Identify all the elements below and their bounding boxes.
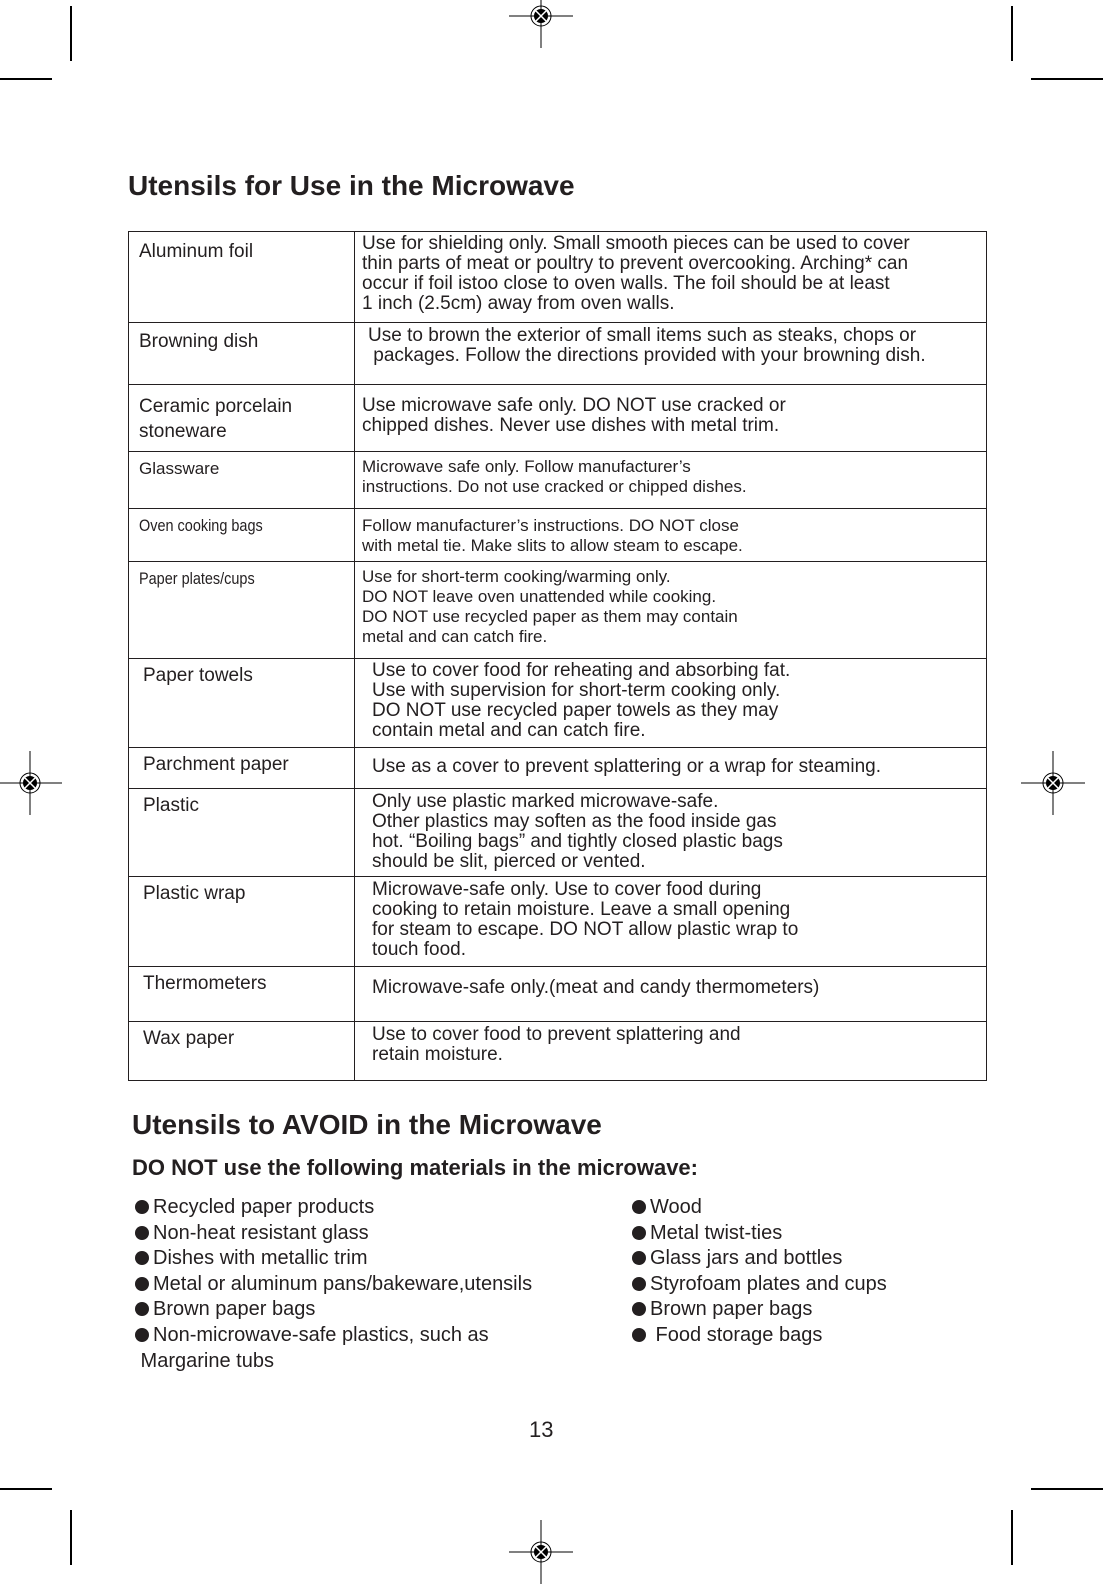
page-number: 13 [529, 1417, 554, 1442]
description-line: packages. Follow the directions provided with your browning dish. [368, 345, 926, 366]
utensil-name [139, 332, 258, 352]
utensil-name-line: Plastic wrap [143, 883, 246, 904]
avoid-list-item [135, 1246, 367, 1272]
description-line: hot. “Boiling bags” and tightly closed plastic bags [372, 831, 783, 852]
avoid-list-item [135, 1221, 369, 1247]
utensil-description [372, 792, 783, 872]
utensil-name [143, 666, 253, 686]
utensil-description [372, 1025, 741, 1065]
description-line: Follow manufacturer’s instructions. DO NOT close [362, 516, 739, 535]
description-line: Use for shielding only. Small smooth pieces can be used to cover [362, 233, 910, 254]
utensil-name [139, 516, 263, 536]
utensil-name-line: Thermometers [143, 973, 267, 994]
utensil-name-line: Wax paper [143, 1028, 235, 1049]
utensil-description [372, 661, 790, 741]
utensil-name [139, 569, 255, 589]
description-line: 1 inch (2.5cm) away from oven walls. [362, 293, 675, 314]
bullet-icon [632, 1226, 646, 1240]
avoid-list-item [632, 1195, 702, 1221]
description-line: touch food. [372, 939, 467, 960]
bullet-icon [632, 1328, 646, 1342]
utensil-name-line: Paper plates/cups [139, 569, 255, 588]
avoid-list-item [632, 1221, 782, 1247]
avoid-list-item [632, 1272, 887, 1298]
description-line: Microwave safe only. Follow manufacturer’s [362, 457, 691, 476]
description-line: instructions. Do not use cracked or chipped dishes. [362, 477, 747, 496]
table-row [129, 747, 986, 789]
description-line: DO NOT use recycled paper as them may contain [362, 607, 738, 626]
avoid-title: Utensils to AVOID in the Microwave [132, 1109, 602, 1140]
bullet-icon [135, 1277, 149, 1291]
description-line: Use to brown the exterior of small items such as steaks, chops or [368, 325, 917, 346]
registration-mark-icon [509, 1520, 573, 1584]
utensil-description [372, 880, 798, 960]
crop-mark [70, 6, 72, 61]
avoid-list-item [632, 1297, 812, 1323]
utensil-name [143, 884, 245, 904]
description-line: occur if foil istoo close to oven walls. The foil should be at least [362, 273, 890, 294]
avoid-item-text: Non-heat resistant glass [153, 1221, 369, 1244]
utensil-name-line: Plastic [143, 795, 199, 816]
utensil-name [143, 974, 267, 994]
crop-mark [1011, 6, 1013, 61]
utensil-name [143, 796, 199, 816]
table-row [129, 508, 986, 562]
table-row [129, 384, 986, 452]
bullet-icon [632, 1251, 646, 1265]
avoid-item-text: Food storage bags [650, 1324, 823, 1346]
utensil-description [372, 978, 819, 998]
bullet-icon [135, 1226, 149, 1240]
avoid-item-text: Metal or aluminum pans/bakeware,utensils [153, 1272, 533, 1295]
utensil-name [139, 394, 292, 444]
description-line: Microwave-safe only.(meat and candy thermometers) [372, 977, 820, 998]
description-line: DO NOT leave oven unattended while cooking. [362, 587, 717, 606]
utensil-name-line: stoneware [139, 421, 227, 442]
description-line: retain moisture. [372, 1044, 503, 1065]
crop-mark [70, 1510, 72, 1565]
utensil-description [362, 396, 786, 436]
table-row [129, 966, 986, 1022]
utensil-description [362, 516, 743, 556]
utensil-description [368, 326, 926, 366]
registration-mark-icon [0, 751, 62, 815]
description-line: Use microwave safe only. DO NOT use cracked or [362, 395, 786, 416]
registration-mark-icon [509, 0, 573, 48]
table-row [129, 876, 986, 967]
utensil-description [362, 234, 910, 314]
utensil-name-line: Glassware [139, 459, 220, 478]
crop-mark [0, 1488, 52, 1490]
description-line: cooking to retain moisture. Leave a small opening [372, 899, 791, 920]
description-line: Other plastics may soften as the food inside gas [372, 811, 777, 832]
bullet-icon [135, 1302, 149, 1316]
description-line: Use to cover food for reheating and absorbing fat. [372, 660, 791, 681]
description-line: chipped dishes. Never use dishes with metal trim. [362, 415, 780, 436]
description-line: DO NOT use recycled paper towels as they may [372, 700, 779, 721]
utensil-description [362, 567, 738, 647]
avoid-list-item [632, 1323, 822, 1349]
registration-mark-icon [1021, 751, 1085, 815]
bullet-icon [632, 1200, 646, 1214]
table-row [129, 322, 986, 385]
description-line: Microwave-safe only. Use to cover food during [372, 879, 762, 900]
bullet-icon [632, 1277, 646, 1291]
table-row [129, 232, 986, 323]
bullet-icon [135, 1200, 149, 1214]
description-line: Use to cover food to prevent splattering and [372, 1024, 741, 1045]
utensil-description [372, 757, 881, 777]
utensil-name-line: Ceramic porcelain [139, 396, 293, 417]
utensil-name-line: Paper towels [143, 665, 253, 686]
table-row [129, 561, 986, 659]
avoid-list-item [135, 1323, 489, 1374]
utensil-name [143, 1029, 234, 1049]
bullet-icon [135, 1251, 149, 1265]
avoid-item-text: Wood [650, 1196, 702, 1218]
utensil-name-line: Oven cooking bags [139, 516, 263, 535]
utensil-name-line: Aluminum foil [139, 241, 254, 262]
crop-mark [0, 78, 52, 80]
avoid-item-text: Brown paper bags [153, 1298, 316, 1321]
table-row [129, 1021, 986, 1082]
page-title: Utensils for Use in the Microwave [128, 170, 575, 201]
description-line: metal and can catch fire. [362, 627, 548, 646]
crop-mark [1011, 1510, 1013, 1565]
description-line: Only use plastic marked microwave-safe. [372, 791, 719, 812]
avoid-item-text: Non-microwave-safe plastics, such as Margarine tubs [140, 1324, 489, 1372]
description-line: for steam to escape. DO NOT allow plastic wrap to [372, 919, 799, 940]
avoid-list-item [135, 1195, 374, 1221]
description-line: with metal tie. Make slits to allow steam to escape. [362, 536, 743, 555]
description-line: Use with supervision for short-term cooking only. [372, 680, 781, 701]
avoid-list-item [632, 1246, 842, 1272]
bullet-icon [632, 1302, 646, 1316]
avoid-item-text: Styrofoam plates and cups [650, 1272, 887, 1295]
avoid-item-text: Metal twist-ties [650, 1221, 783, 1244]
table-row [129, 788, 986, 877]
table-row [129, 658, 986, 748]
description-line: thin parts of meat or poultry to prevent overcooking. Arching* can [362, 253, 909, 274]
utensil-name [139, 242, 253, 262]
avoid-item-text: Recycled paper products [153, 1196, 375, 1218]
utensil-name-line: Parchment paper [143, 754, 289, 775]
utensil-name [143, 755, 289, 775]
avoid-item-text: Dishes with metallic trim [153, 1247, 368, 1270]
crop-mark [1031, 78, 1103, 80]
description-line: Use as a cover to prevent splattering or a wrap for steaming. [372, 756, 882, 777]
avoid-list-item [135, 1272, 532, 1298]
avoid-subtitle: DO NOT use the following materials in the microwave: [132, 1155, 698, 1180]
description-line: should be slit, pierced or vented. [372, 851, 646, 872]
utensil-description [362, 457, 747, 497]
avoid-list-item [135, 1297, 315, 1323]
avoid-item-text: Brown paper bags [650, 1298, 813, 1321]
crop-mark [1031, 1488, 1103, 1490]
utensils-table [128, 231, 987, 1081]
description-line: contain metal and can catch fire. [372, 720, 646, 741]
avoid-item-text: Glass jars and bottles [650, 1247, 843, 1270]
utensil-name-line: Browning dish [139, 331, 259, 352]
description-line: Use for short-term cooking/warming only. [362, 567, 671, 586]
table-row [129, 451, 986, 509]
bullet-icon [135, 1328, 149, 1342]
utensil-name [139, 459, 219, 479]
